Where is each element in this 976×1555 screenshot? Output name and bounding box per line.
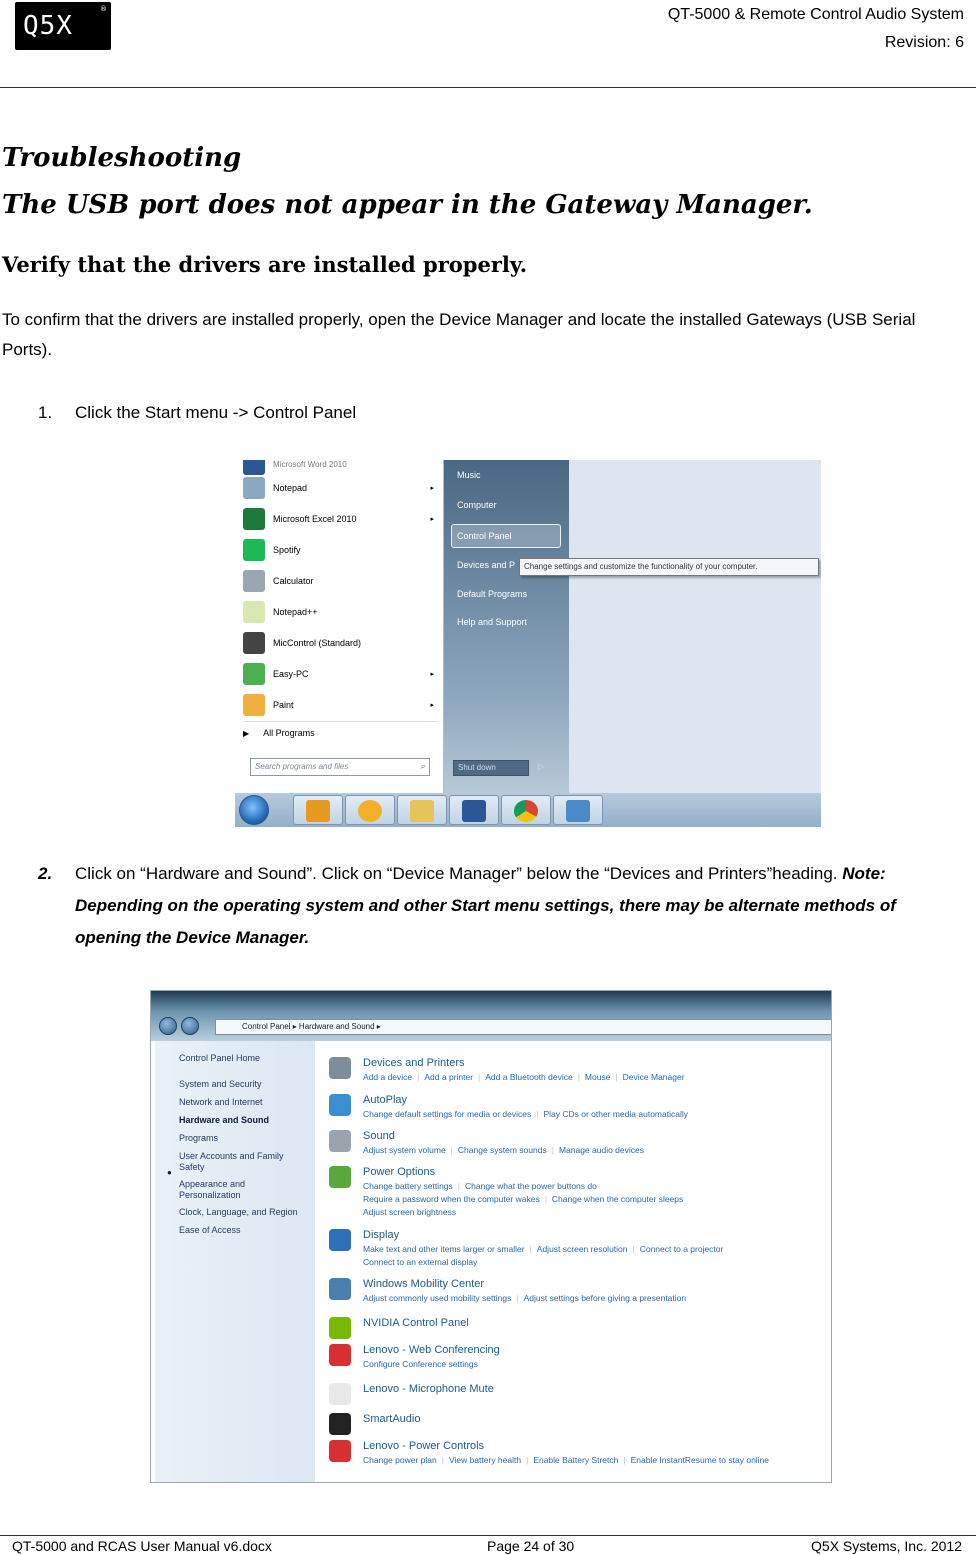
taskbar-chrome-button[interactable] <box>501 795 551 825</box>
task-link[interactable]: Change when the computer sleeps <box>551 1194 684 1204</box>
taskbar-outlook-button[interactable] <box>293 795 343 825</box>
window-titlebar <box>151 991 832 1041</box>
program-label: Paint <box>273 700 294 710</box>
section-icon[interactable] <box>329 1344 351 1366</box>
sidebar-link[interactable]: Clock, Language, and Region <box>179 1207 298 1217</box>
task-link[interactable]: Add a printer <box>424 1072 474 1082</box>
program-label: Calculator <box>273 576 314 586</box>
program-label: MicControl (Standard) <box>273 638 362 648</box>
task-link[interactable]: Change power plan <box>363 1455 437 1465</box>
start-menu-item[interactable] <box>243 567 438 595</box>
program-label: Notepad <box>273 483 308 493</box>
header-title: QT-5000 & Remote Control Audio System <box>667 6 964 23</box>
task-link[interactable]: Mouse <box>584 1072 611 1082</box>
start-menu-item[interactable] <box>243 629 438 657</box>
task-link[interactable]: Configure Conference settings <box>363 1359 478 1369</box>
start-menu-item[interactable] <box>243 660 438 688</box>
section-links: Require a password when the computer wakes | Change when the computer sleeps <box>363 1194 684 1204</box>
program-label: Microsoft Excel 2010 <box>273 514 357 524</box>
footer-filename: QT-5000 and RCAS User Manual v6.docx <box>12 1538 272 1554</box>
section-title-link[interactable]: Sound <box>363 1130 395 1142</box>
submenu-arrow-icon[interactable]: ▸ <box>430 485 434 492</box>
sidebar-link[interactable]: Ease of Access <box>179 1225 241 1235</box>
start-menu-item[interactable] <box>243 474 438 502</box>
program-label: Spotify <box>273 545 301 555</box>
section-title-link[interactable]: NVIDIA Control Panel <box>363 1317 469 1329</box>
step-text: Click on “Hardware and Sound”. Click on “Device Manager” below the “Devices and Printers”heading. Note: Depending on the operating system and other Start menu settings, there may be alternate methods of opening the Device Manager. <box>75 864 896 947</box>
address-bar[interactable]: Control Panel ▸ Hardware and Sound ▸ <box>215 1019 832 1035</box>
task-link[interactable]: Connect to a projector <box>639 1244 724 1254</box>
start-menu-place[interactable]: Music <box>457 470 481 480</box>
sidebar-link[interactable]: System and Security <box>179 1079 262 1089</box>
section-title-link[interactable]: Devices and Printers <box>363 1057 465 1069</box>
start-menu-screenshot <box>235 460 821 827</box>
company-logo <box>15 2 111 50</box>
program-icon <box>243 694 265 716</box>
start-menu-item[interactable] <box>243 505 438 533</box>
start-menu-item-cropped: Microsoft Word 2010 <box>243 460 438 478</box>
step-number: 1. <box>38 403 53 422</box>
start-menu-separator <box>243 721 439 722</box>
section-icon[interactable] <box>329 1413 351 1435</box>
task-link[interactable]: Adjust settings before giving a presentation <box>523 1293 687 1303</box>
section-title-link[interactable]: Lenovo - Power Controls <box>363 1440 485 1452</box>
section-icon[interactable] <box>329 1130 351 1152</box>
section-links: Change power plan | View battery health | Enable Battery Stretch | Enable InstantResume to stay online <box>363 1455 770 1465</box>
footer-company: Q5X Systems, Inc. 2012 <box>811 1538 962 1554</box>
footer-divider <box>0 1535 976 1536</box>
section-icon[interactable] <box>329 1166 351 1188</box>
section-links <box>363 1257 477 1267</box>
section-icon[interactable] <box>329 1383 351 1405</box>
section-title-link[interactable]: SmartAudio <box>363 1413 421 1425</box>
start-menu-item[interactable] <box>243 536 438 564</box>
task-link[interactable]: Add a device <box>363 1072 413 1082</box>
start-menu-place[interactable]: Help and Support <box>457 617 528 627</box>
program-label: Notepad++ <box>273 607 318 617</box>
sidebar-link[interactable]: Control Panel Home <box>179 1053 261 1063</box>
task-link[interactable]: Play CDs or other media automatically <box>543 1109 688 1119</box>
submenu-arrow-icon[interactable]: ▸ <box>430 516 434 523</box>
submenu-arrow-icon[interactable]: ▸ <box>430 671 434 678</box>
section-links: Adjust system volume | Change system sounds | Manage audio devices <box>363 1145 644 1155</box>
section-heading: Troubleshooting <box>2 143 242 173</box>
start-menu-place[interactable]: Computer <box>457 500 497 510</box>
program-icon <box>243 508 265 530</box>
section-title-link[interactable]: AutoPlay <box>363 1094 408 1106</box>
active-bullet: ● <box>167 1168 172 1177</box>
start-menu-item[interactable] <box>243 691 438 719</box>
section-icon[interactable] <box>329 1440 351 1462</box>
forward-icon[interactable] <box>181 1017 199 1035</box>
all-programs-link[interactable]: ▶ All Programs <box>243 728 315 738</box>
task-link[interactable]: Adjust commonly used mobility settings <box>363 1293 512 1303</box>
shutdown-button[interactable]: Shut down ▷ <box>453 760 529 776</box>
sidebar-link[interactable]: Network and Internet <box>179 1097 263 1107</box>
section-icon[interactable] <box>329 1317 351 1339</box>
section-title-link[interactable]: Lenovo - Web Conferencing <box>363 1344 500 1356</box>
taskbar-photo-button[interactable] <box>553 795 603 825</box>
start-menu-place[interactable]: Devices and P <box>457 560 516 570</box>
taskbar-word-button[interactable] <box>449 795 499 825</box>
task-link[interactable]: Change default settings for media or devices <box>363 1109 532 1119</box>
section-links <box>363 1359 478 1369</box>
section-links: Adjust commonly used mobility settings | Adjust settings before giving a presentation <box>363 1293 687 1303</box>
task-link[interactable]: Device Manager <box>622 1072 685 1082</box>
taskbar-explorer-button[interactable] <box>397 795 447 825</box>
section-title-link[interactable]: Display <box>363 1229 400 1241</box>
section-links: Make text and other items larger or smaller | Adjust screen resolution | Connect to a projector <box>363 1244 724 1254</box>
start-menu-item[interactable] <box>243 598 438 626</box>
sidebar-link[interactable]: Hardware and Sound <box>179 1115 270 1125</box>
task-link[interactable]: Adjust screen resolution <box>536 1244 628 1254</box>
step-text: Click the Start menu -> Control Panel <box>75 403 357 422</box>
intro-paragraph: To confirm that the drivers are installed properly, open the Device Manager and locate the installed Gateways (USB Serial Ports). <box>2 310 916 359</box>
program-icon <box>243 539 265 561</box>
task-link[interactable]: Adjust system volume <box>363 1145 446 1155</box>
program-icon <box>243 632 265 654</box>
section-title-link[interactable]: Windows Mobility Center <box>363 1278 485 1290</box>
task-link[interactable]: Enable Battery Stretch <box>533 1455 619 1465</box>
task-link[interactable]: Make text and other items larger or smaller <box>363 1244 525 1254</box>
section-links: Add a device | Add a printer | Add a Bluetooth device | Mouse | Device Manager <box>363 1072 685 1082</box>
start-orb-icon[interactable] <box>239 795 269 825</box>
task-link[interactable]: Adjust screen brightness <box>363 1207 457 1217</box>
start-menu-place[interactable]: Default Programs <box>457 589 528 599</box>
start-menu-programs-pane <box>235 460 444 793</box>
sidebar-link[interactable]: User Accounts and Family Safety <box>179 1151 284 1172</box>
control-panel-sidebar <box>155 1041 315 1483</box>
sidebar-link[interactable]: Appearance and Personalization <box>179 1179 246 1200</box>
task-link[interactable]: Change what the power buttons do <box>465 1181 597 1191</box>
section-subheading: The USB port does not appear in the Gateway Manager. <box>2 190 813 220</box>
task-link[interactable]: Change battery settings <box>363 1181 453 1191</box>
header-divider <box>0 87 976 88</box>
program-icon <box>243 601 265 623</box>
step-number: 2. <box>38 864 53 883</box>
header-revision: Revision: 6 <box>884 34 964 51</box>
section-title-link[interactable]: Power Options <box>363 1166 436 1178</box>
task-link[interactable]: Require a password when the computer wakes <box>363 1194 540 1204</box>
task-link[interactable]: Connect to an external display <box>363 1257 478 1267</box>
submenu-arrow-icon[interactable]: ▸ <box>430 702 434 709</box>
section-links <box>363 1207 456 1217</box>
section-links: Change default settings for media or devices | Play CDs or other media automatically <box>363 1109 688 1119</box>
sidebar-link[interactable]: Programs <box>179 1133 219 1143</box>
search-icon: ⌕ <box>419 761 425 771</box>
task-link[interactable]: Change system sounds <box>457 1145 547 1155</box>
section-links: Change battery settings | Change what the power buttons do <box>363 1181 597 1191</box>
logo-text: Q5X <box>23 11 73 41</box>
start-search-input[interactable]: Search programs and files ⌕ <box>250 758 430 776</box>
program-label: Easy-PC <box>273 669 309 679</box>
program-icon <box>243 570 265 592</box>
program-icon <box>243 477 265 499</box>
control-panel-main <box>315 1041 832 1483</box>
section-icon[interactable] <box>329 1278 351 1300</box>
taskbar-media-button[interactable] <box>345 795 395 825</box>
section-icon[interactable] <box>329 1057 351 1079</box>
taskbar <box>235 793 821 827</box>
step-note: Note: Depending on the operating system and other Start menu settings, there may be alternate methods of opening the Device Manager. <box>75 864 896 947</box>
start-menu-place[interactable]: Control Panel <box>457 531 512 541</box>
task-link[interactable]: Manage audio devices <box>558 1145 644 1155</box>
program-icon <box>243 663 265 685</box>
control-panel-tooltip: Change settings and customize the functionality of your computer. <box>519 558 819 576</box>
back-icon[interactable] <box>159 1017 177 1035</box>
footer-page-number: Page 24 of 30 <box>487 1538 575 1554</box>
verify-heading: Verify that the drivers are installed properly. <box>2 252 527 277</box>
logo-registered-mark: ® <box>100 5 107 13</box>
control-panel-screenshot <box>150 990 832 1483</box>
section-title-link[interactable]: Lenovo - Microphone Mute <box>363 1383 494 1395</box>
section-icon[interactable] <box>329 1094 351 1116</box>
task-link[interactable]: Enable InstantResume to stay online <box>630 1455 770 1465</box>
section-icon[interactable] <box>329 1229 351 1251</box>
task-link[interactable]: Add a Bluetooth device <box>485 1072 573 1082</box>
task-link[interactable]: View battery health <box>448 1455 522 1465</box>
